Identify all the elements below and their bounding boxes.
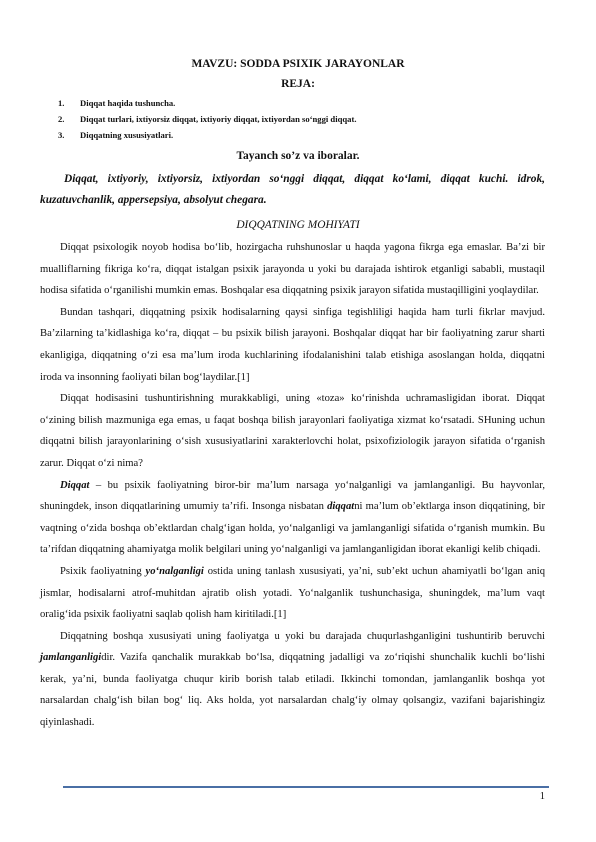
keywords-text: Diqqat, ixtiyoriy, ixtiyorsiz, ixtiyordan so‘nggi diqqat, diqqat ko‘lami, diqqat kuchi. idrok, kuzatuvchanlik, appersepsiya, absolyut chegara. (40, 173, 545, 206)
paragraph: Diqqat hodisasini tushuntirishning murakkabligi, uning «toza» ko‘rinishda uchramasligidan iborat. Diqqat o‘zining bilish mazmuniga ega emas, u faqat boshqa bilish jarayonlari faoliyatiga xizmat ko‘rsatadi. SHuning uchun diqqatni bilish jarayonlarining o‘sish xususiyatlarini xarakterlovchi holat, psixofiziologik jarayon sifatida o‘rganish zarur. Diqqat o‘zi nima? (40, 393, 545, 469)
plan-item (58, 95, 538, 111)
plan-item-number: 2. (58, 114, 65, 124)
keywords-heading: Tayanch so’z va iboralar. (236, 150, 360, 162)
term-jamlanganligi: jamlanganligi (40, 652, 102, 664)
paragraph-text: ni ma’lum ob’ektlarga inson diqqatining, bir vaqtning o‘zida boshqa ob’ektlardan chalg‘igan holda, yo‘nalganligi va jamlanganligi sifatida o‘rganish mumkin. Bu ta’rifdan diqqatning ahamiyatga molik belgilari uning yo‘nalganligi va jamlanganligidan iborat ekanligi kelib chiqadi. (40, 501, 546, 556)
plan-item (58, 127, 538, 143)
paragraph-text: ostida uning tanlash xususiyati, ya’ni, sub’ekt uchun ahamiyatli bo‘lgan aniq jismlar, hodisalarni atrof-muhitdan ajratib olish yotadi. Yo‘nalganlik tushunchasiga, shuningdek, ma’lum vaqt oralig‘ida psixik faoliyatni saqlab qolish ham kiritiladi.[1] (40, 565, 545, 621)
plan-item-number: 3. (58, 130, 65, 140)
paragraph: Diqqat psixologik noyob hodisa bo‘lib, hozirgacha ruhshunoslar u haqda yagona fikrga ega emaslar. Ba’zi bir mualliflarning fikriga ko‘ra, diqqat istalgan psixik jarayonda u yoki bu darajada ishtirok etganligi sababli, mustaqil hodisa sifatida o‘rganilishi mumkin emas. Boshqalar esa diqqatning psixik jarayon sifatida mustaqilligini yoqlaydilar. (40, 242, 545, 297)
paragraph-text: Psixik faoliyatning (60, 565, 146, 577)
paragraph (40, 626, 545, 734)
paragraph: Bundan tashqari, diqqatning psixik hodisalarning qaysi sinfiga tegishliligi haqida ham turli fikrlar mavjud. Ba’zilarning ta’kidlashiga ko‘ra, diqqat – bu psixik bilish jarayoni. Boshqalar diqqat har bir faoliyatning zarur sharti ekanligiga, diqqatning o‘zi esa ma’lum iroda kuchlarining ifodalanishini talab etishiga asoslangan holda, diqqatni iroda va insonning faoliyati bilan bog‘laydilar.[1] (40, 306, 545, 383)
paragraph-text: – bu psixik faoliyatning biror-bir ma’lum narsaga yo‘nalganligi va jamlanganligi. Bu hayvonlar, shuningdek, inson diqqatlarining umumiy ta’rifi. Insonga nisbatan (40, 479, 545, 513)
page-title: MAVZU: SODDA PSIXIK JARAYONLAR (191, 58, 405, 70)
term-yonalganligi: yo‘nalganligi (145, 565, 204, 577)
term-diqqat: Diqqat (60, 479, 90, 491)
term-diqqat-inline: diqqat (327, 501, 355, 513)
body-text (40, 237, 545, 734)
paragraph-text: dir. Vazifa qanchalik murakkab bo‘lsa, diqqatning jadalligi va zo‘riqishi shunchalik kuchli bo‘lishi kerak, ya’ni, bunda faoliyatga chuqur kirib borish talab etiladi. Ikkinchi tomondan, jamlanganlik boshqa yot narsalardan chalg‘ish bilan bog‘ liq. Aks holda, yot narsalardan chalg‘iy olmay qolsangiz, vazifani bajarishingiz qiyinlashadi. (40, 652, 545, 729)
plan-item-text: Diqqatning xususiyatlari. (80, 130, 174, 140)
section-heading: DIQQATNING MOHIYATI (236, 219, 360, 231)
plan-item (58, 111, 538, 127)
footer-rule (63, 786, 549, 788)
paragraph (40, 475, 545, 561)
page-number: 1 (539, 791, 545, 802)
plan-heading: REJA: (281, 78, 315, 90)
plan-item-text: Diqqat haqida tushuncha. (80, 98, 176, 108)
plan-item-text: Diqqat turlari, ixtiyorsiz diqqat, ixtiyoriy diqqat, ixtiyordan so‘nggi diqqat. (80, 114, 357, 124)
plan-list (58, 95, 538, 143)
paragraph-text: Diqqatning boshqa xususiyati uning faoliyatga u yoki bu darajada chuqurlashganligini tushuntirib beruvchi (60, 630, 545, 642)
plan-item-number: 1. (58, 98, 65, 108)
paragraph (40, 561, 545, 626)
